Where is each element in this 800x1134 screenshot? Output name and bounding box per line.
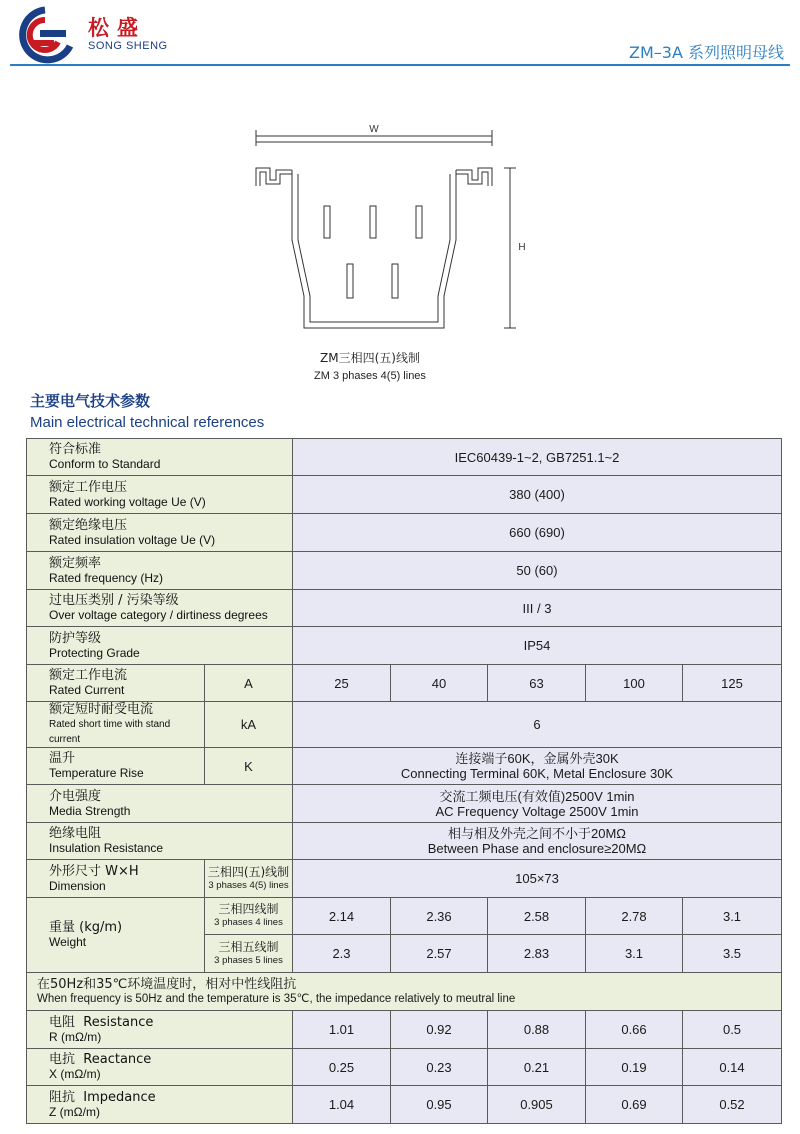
impedance-cell: 0.52 [683, 1086, 782, 1124]
row-label-dimension: 外形尺寸 W×H Dimension [27, 860, 205, 898]
impedance-cell: 0.69 [586, 1086, 683, 1124]
rated-current-unit: A [205, 665, 293, 702]
weight-cell: 2.57 [391, 935, 488, 973]
resistance-cell: 0.5 [683, 1011, 782, 1049]
row-label-rated-current: 额定工作电流 Rated Current [27, 665, 205, 702]
overvoltage-value: III / 3 [293, 590, 782, 627]
table-row [27, 973, 782, 1011]
reactance-cell: 0.21 [488, 1049, 586, 1086]
row-label-conform: 符合标准 Conform to Standard [27, 439, 293, 476]
weight-cell: 3.1 [586, 935, 683, 973]
brand-name-cn: 松盛 [88, 15, 146, 40]
temperature-unit: K [205, 748, 293, 785]
resistance-cell: 0.88 [488, 1011, 586, 1049]
table-row [27, 823, 782, 860]
row-label-short-time: 额定短时耐受电流 Rated short time with stand current [27, 702, 205, 748]
media-value: 交流工频电压(有效值)2500V 1min AC Frequency Voltage 2500V 1min [293, 785, 782, 823]
weight-cell: 2.83 [488, 935, 586, 973]
height-label: H [518, 242, 526, 253]
weight-cell: 2.58 [488, 898, 586, 935]
short-time-value: 6 [293, 702, 782, 748]
dimension-value: 105×73 [293, 860, 782, 898]
reactance-cell: 0.25 [293, 1049, 391, 1086]
row-label-weight: 重量 (kg/m) Weight [27, 898, 205, 973]
insulation-resistance-value: 相与相及外壳之间不小于20MΩ Between Phase and enclosure≥20MΩ [293, 823, 782, 860]
rated-current-cell: 63 [488, 665, 586, 702]
table-row [27, 1011, 782, 1049]
resistance-cell: 1.01 [293, 1011, 391, 1049]
width-label: W [369, 124, 379, 135]
table-row [27, 860, 782, 898]
rated-current-cell: 100 [586, 665, 683, 702]
impedance-note: 在50Hz和35℃环境温度时，相对中性线阻抗 When frequency is 50Hz and the temperature is 35℃, the impedance relatively to meutral line [27, 973, 782, 1011]
protecting-value: IP54 [293, 627, 782, 665]
short-time-unit: kA [205, 702, 293, 748]
weight-cell: 3.5 [683, 935, 782, 973]
table-row [27, 702, 782, 748]
weight-cell: 3.1 [683, 898, 782, 935]
table-row [27, 1049, 782, 1086]
brand-name-en: SONG SHENG [88, 40, 168, 52]
table-row [27, 439, 782, 476]
section-title-en: Main electrical technical references [30, 414, 265, 431]
table-row [27, 785, 782, 823]
table-row [27, 1086, 782, 1124]
temperature-value: 连接端子60K，金属外壳30K Connecting Terminal 60K, Metal Enclosure 30K [293, 748, 782, 785]
table-row [27, 665, 782, 702]
impedance-cell: 0.95 [391, 1086, 488, 1124]
impedance-cell: 0.905 [488, 1086, 586, 1124]
table-row [27, 748, 782, 785]
series-title: ZM–3A 系列照明母线 [629, 43, 784, 62]
drawing-caption-en: ZM 3 phases 4(5) lines [314, 370, 426, 382]
row-label-temperature: 温升 Temperature Rise [27, 748, 205, 785]
row-label-frequency: 额定频率 Rated frequency (Hz) [27, 552, 293, 590]
reactance-cell: 0.14 [683, 1049, 782, 1086]
table-row [27, 898, 782, 935]
resistance-cell: 0.92 [391, 1011, 488, 1049]
ss-logo-icon [10, 6, 80, 64]
row-label-insulation-resistance: 绝缘电阻 Insulation Resistance [27, 823, 293, 860]
dimension-sub-label: 三相四(五)线制 3 phases 4(5) lines [205, 860, 293, 898]
rated-current-cell: 25 [293, 665, 391, 702]
spec-table [26, 438, 782, 1124]
row-label-overvoltage: 过电压类别 / 污染等级 Over voltage category / dirtiness degrees [27, 590, 293, 627]
table-row [27, 590, 782, 627]
row-label-resistance: 电阻 Resistance R (mΩ/m) [27, 1011, 293, 1049]
drawing-caption-cn: ZM三相四(五)线制 [320, 351, 420, 365]
row-label-impedance: 阻抗 Impedance Z (mΩ/m) [27, 1086, 293, 1124]
busbar-cross-section-drawing [240, 120, 540, 345]
weight-cell: 2.3 [293, 935, 391, 973]
table-row [27, 552, 782, 590]
resistance-cell: 0.66 [586, 1011, 683, 1049]
weight-cell: 2.14 [293, 898, 391, 935]
header-rule [10, 64, 790, 66]
insulation-voltage-value: 660 (690) [293, 514, 782, 552]
frequency-value: 50 (60) [293, 552, 782, 590]
page-header [0, 0, 800, 70]
rated-current-cell: 40 [391, 665, 488, 702]
row-label-rated-voltage: 额定工作电压 Rated working voltage Ue (V) [27, 476, 293, 514]
conform-value: IEC60439-1~2, GB7251.1~2 [293, 439, 782, 476]
rated-voltage-value: 380 (400) [293, 476, 782, 514]
section-title-cn: 主要电气技术参数 [30, 392, 151, 410]
row-label-reactance: 电抗 Reactance X (mΩ/m) [27, 1049, 293, 1086]
table-row [27, 476, 782, 514]
weight-cell: 2.78 [586, 898, 683, 935]
table-row [27, 514, 782, 552]
weight-sub-label: 三相四线制 3 phases 4 lines [205, 898, 293, 935]
row-label-protecting: 防护等级 Protecting Grade [27, 627, 293, 665]
rated-current-cell: 125 [683, 665, 782, 702]
row-label-insulation-voltage: 额定绝缘电压 Rated insulation voltage Ue (V) [27, 514, 293, 552]
reactance-cell: 0.19 [586, 1049, 683, 1086]
reactance-cell: 0.23 [391, 1049, 488, 1086]
weight-sub-label: 三相五线制 3 phases 5 lines [205, 935, 293, 973]
impedance-cell: 1.04 [293, 1086, 391, 1124]
weight-cell: 2.36 [391, 898, 488, 935]
row-label-media: 介电强度 Media Strength [27, 785, 293, 823]
table-row [27, 627, 782, 665]
